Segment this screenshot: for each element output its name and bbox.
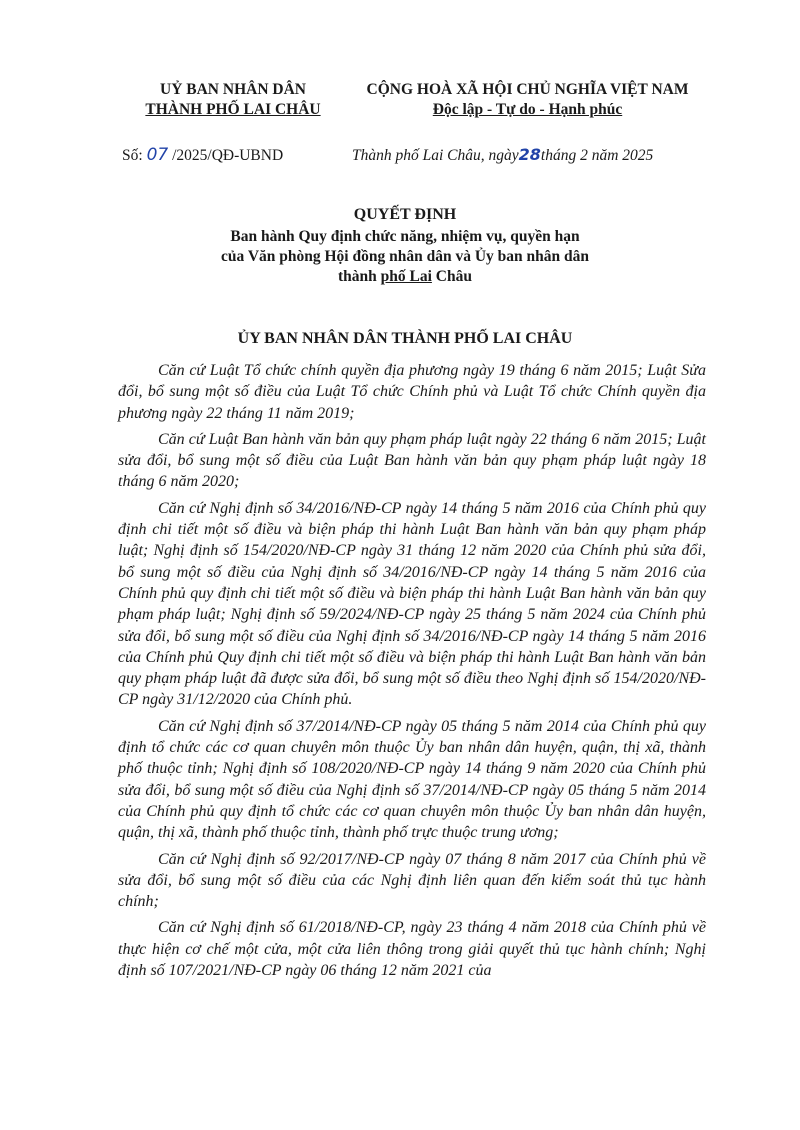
legal-basis-paragraph: Căn cứ Nghị định số 61/2018/NĐ-CP, ngày 23 tháng 4 năm 2018 của Chính phủ về thực hiện cơ chế một cửa, một cửa liên thông trong giải quyết thủ tục hành chính; Nghị định số 107/2021/NĐ-CP ngày 06 tháng 12 năm 2021 của (118, 919, 706, 980)
document-date (352, 145, 653, 165)
document-number (122, 145, 283, 165)
legal-basis-paragraph: Căn cứ Nghị định số 34/2016/NĐ-CP ngày 14 tháng 5 năm 2016 của Chính phủ quy định chi tiết một số điều và biện pháp thi hành Luật Ban hành văn bản quy phạm pháp luật; Nghị định số 154/2020/NĐ-CP ngày 31 tháng 12 năm 2020 của Chính phủ sửa đổi, bổ sung một số điều của Nghị định số 34/2016/NĐ-CP ngày 14 tháng 5 năm 2016 của Chính phủ quy định chi tiết một số điều và biện pháp thi hành Luật Ban hành văn bản quy phạm pháp luật; Nghị định số 59/2024/NĐ-CP ngày 25 tháng 5 năm 2024 của Chính phủ sửa đổi, bổ sung một số điều của Nghị định số 34/2016/NĐ-CP ngày 14 tháng 5 năm 2016 của Chính phủ Quy định chi tiết một số điều và biện pháp thi hành Luật Ban hành văn bản quy phạm pháp luật đã được sửa đổi, bổ sung một số điều theo Nghị định số 154/2020/NĐ-CP ngày 31/12/2020 của Chính phủ. (118, 499, 706, 709)
document-number-suffix: /2025/QĐ-UBND (172, 147, 284, 164)
national-title: CỘNG HOÀ XÃ HỘI CHỦ NGHĨA VIỆT NAM (366, 81, 689, 98)
legal-basis-paragraph: Căn cứ Luật Tổ chức chính quyền địa phương ngày 19 tháng 6 năm 2015; Luật Sửa đổi, bổ sung một số điều của Luật Tổ chức Chính phủ và Luật Tổ chức Chính quyền địa phương ngày 22 tháng 11 năm 2019; (118, 362, 706, 422)
national-motto-line: Độc lập - Tự do - Hạnh phúc (432, 101, 623, 118)
legal-basis-paragraph: Căn cứ Luật Ban hành văn bản quy phạm pháp luật ngày 22 tháng 6 năm 2015; Luật sửa đổi, bổ sung một số điều của Luật Ban hành văn bản quy phạm pháp luật ngày 18 tháng 6 năm 2020; (118, 430, 706, 491)
issuing-authority-line2: THÀNH PHỐ LAI CHÂU (145, 101, 321, 118)
subject-line3-suffix: Châu (431, 268, 472, 285)
national-motto (340, 80, 715, 120)
legal-basis-body (118, 360, 706, 986)
document-number-prefix: Số: (122, 147, 143, 164)
subject-line3-prefix: thành (338, 268, 381, 285)
issuer-heading: ỦY BAN NHÂN DÂN THÀNH PHỐ LAI CHÂU (237, 330, 573, 347)
subject-line3-underlined: phố Lai (380, 268, 432, 285)
issuing-authority (108, 80, 358, 120)
decision-subject-line1: Ban hành Quy định chức năng, nhiệm vụ, quyền hạn (230, 228, 580, 245)
decision-title: QUYẾT ĐỊNH (353, 206, 457, 223)
document-number-handwritten: 07 (146, 145, 169, 165)
legal-basis-paragraph: Căn cứ Nghị định số 92/2017/NĐ-CP ngày 07 tháng 8 năm 2017 của Chính phủ về sửa đổi, bổ sung một số điều của các Nghị định liên quan đến kiểm soát thủ tục hành chính; (118, 850, 706, 911)
decision-title-block (100, 205, 710, 287)
decision-subject-line2: của Văn phòng Hội đồng nhân dân và Ủy ban nhân dân (220, 248, 589, 265)
issuing-authority-line1: UỶ BAN NHÂN DÂN (160, 81, 306, 98)
date-suffix: tháng 2 năm 2025 (540, 147, 654, 164)
legal-basis-paragraph: Căn cứ Nghị định số 37/2014/NĐ-CP ngày 05 tháng 5 năm 2014 của Chính phủ quy định tổ chức các cơ quan chuyên môn thuộc Ủy ban nhân dân huyện, quận, thị xã, thành phố thuộc tỉnh; Nghị định số 108/2020/NĐ-CP ngày 14 tháng 9 năm 2020 của Chính phủ sửa đổi, bổ sung một số điều của Nghị định số 37/2014/NĐ-CP ngày 05 tháng 5 năm 2014 của Chính phủ quy định tổ chức các cơ quan chuyên môn thuộc Ủy ban nhân dân huyện, quận, thị xã, thành phố thuộc tỉnh, thành phố trực thuộc trung ương; (118, 717, 706, 842)
date-day-handwritten: 28 (518, 145, 541, 164)
date-prefix: Thành phố Lai Châu, ngày (352, 147, 519, 164)
decision-subject-line3 (100, 267, 710, 287)
